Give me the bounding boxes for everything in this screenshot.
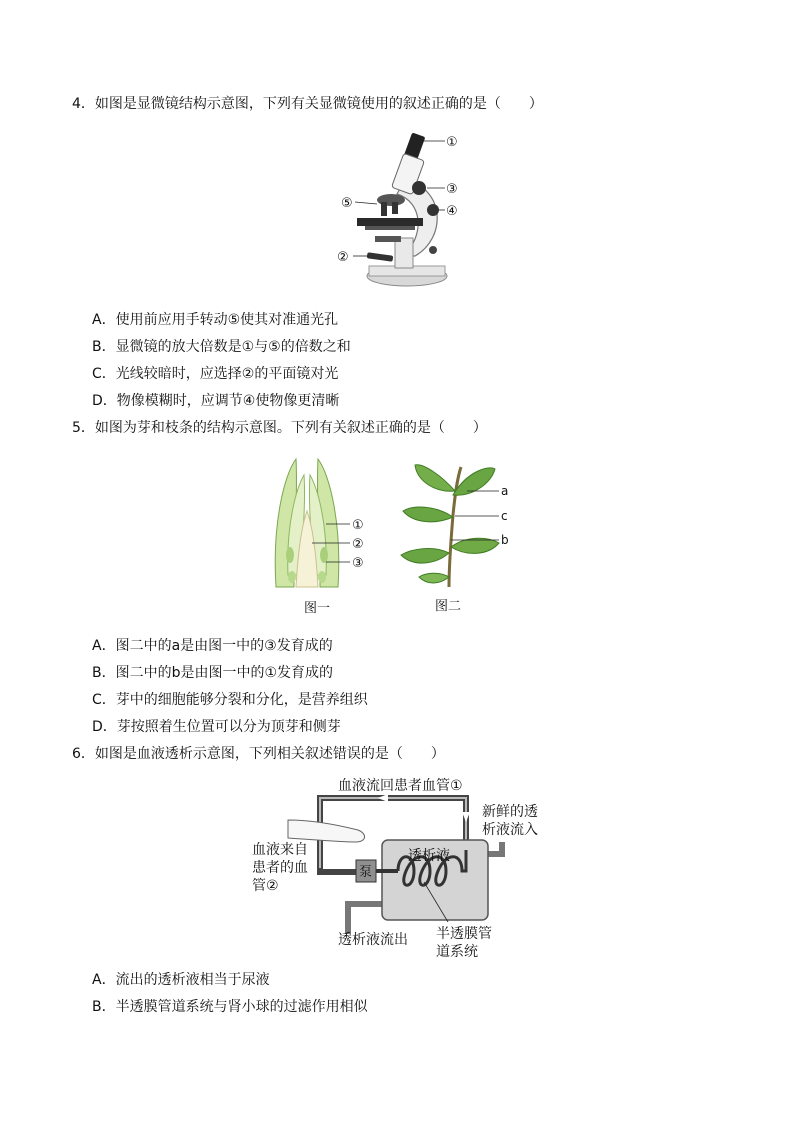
microscope-figure <box>335 128 465 296</box>
q6-option-a: A．流出的透析液相当于尿液 <box>92 972 270 988</box>
q5-option-b: B．图二中的b是由图一中的①发育成的 <box>92 665 334 681</box>
q5-option-c: C．芽中的细胞能够分裂和分化，是营养组织 <box>92 692 368 708</box>
label-from-line1: 血液来自 <box>252 842 308 858</box>
question-5-stem: 5．如图为芽和枝条的结构示意图。下列有关叙述正确的是（ ） <box>72 420 487 436</box>
branch-label-a: a <box>501 484 509 498</box>
q6-option-b: B．半透膜管道系统与肾小球的过滤作用相似 <box>92 999 368 1015</box>
label-fresh-line2: 析液流入 <box>482 822 538 838</box>
question-6-stem: 6．如图是血液透析示意图，下列相关叙述错误的是（ ） <box>72 746 445 762</box>
label-outflow: 透析液流出 <box>338 932 408 948</box>
label-fresh-line1: 新鲜的透 <box>482 804 538 820</box>
bud-label-1: ① <box>352 518 364 533</box>
question-4-stem: 4．如图是显微镜结构示意图，下列有关显微镜使用的叙述正确的是（ ） <box>72 96 543 112</box>
bud-label-3: ③ <box>352 556 364 571</box>
label-3: ③ <box>446 182 458 197</box>
dialysis-figure <box>248 772 548 964</box>
label-membrane-line2: 道系统 <box>436 944 478 960</box>
branch-label-b: b <box>501 533 509 547</box>
label-pump: 泵 <box>359 865 373 880</box>
bud-label-2: ② <box>352 537 364 552</box>
label-2: ② <box>337 250 349 265</box>
label-1: ① <box>446 135 458 150</box>
label-from-line3: 管② <box>252 878 279 894</box>
branch-figure <box>395 455 525 620</box>
q4-option-b: B．显微镜的放大倍数是①与⑤的倍数之和 <box>92 339 351 355</box>
label-membrane-line1: 半透膜管 <box>436 926 492 942</box>
label-4: ④ <box>446 204 458 219</box>
q4-option-d: D．物像模糊时，应调节④使物像更清晰 <box>92 393 340 409</box>
bud-figure <box>268 455 378 620</box>
q4-option-c: C．光线较暗时，应选择②的平面镜对光 <box>92 366 339 382</box>
fig1-caption: 图一 <box>304 601 331 616</box>
fig2-caption: 图二 <box>435 599 462 614</box>
branch-label-c: c <box>501 509 508 523</box>
q4-option-a: A．使用前应用手转动⑤使其对准通光孔 <box>92 312 339 328</box>
label-5: ⑤ <box>341 196 353 211</box>
q5-option-a: A．图二中的a是由图一中的③发育成的 <box>92 638 333 654</box>
label-dialysate: 透析液 <box>408 848 450 864</box>
label-blood-return: 血液流回患者血管① <box>338 778 463 794</box>
q5-option-d: D．芽按照着生位置可以分为顶芽和侧芽 <box>92 719 341 735</box>
label-from-line2: 患者的血 <box>252 860 308 876</box>
